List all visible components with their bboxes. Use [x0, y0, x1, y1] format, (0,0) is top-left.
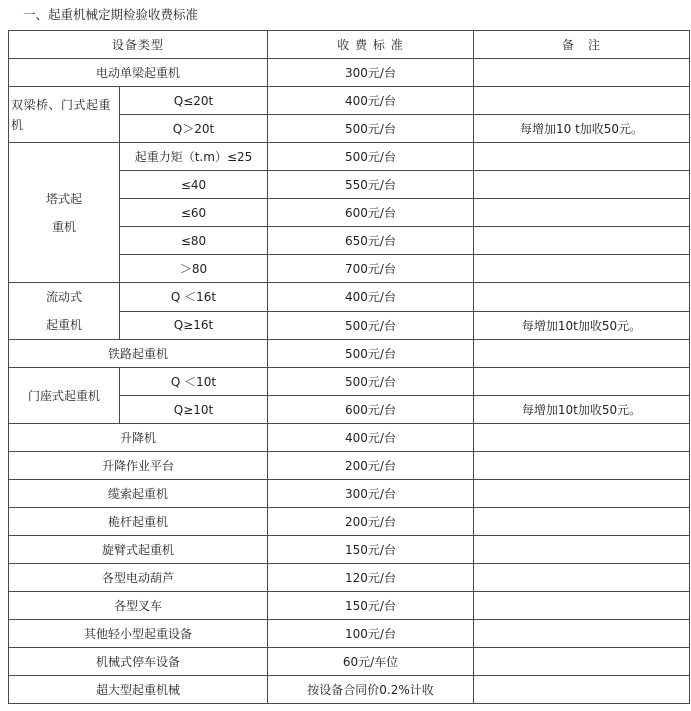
- subtype-cell: 起重力矩（t.m）≤25: [120, 143, 268, 171]
- subtype-cell: Q ＜10t: [120, 368, 268, 396]
- remark-cell: [474, 508, 690, 536]
- remark-cell: 每增加10t加收50元。: [474, 311, 690, 340]
- fee-cell: 300元/台: [268, 480, 474, 508]
- remark-cell: [474, 536, 690, 564]
- fee-cell: 120元/台: [268, 564, 474, 592]
- group-label-line: 起重机: [45, 318, 82, 332]
- table-header-row: [9, 31, 690, 59]
- equipment-type-cell: 各型电动葫芦: [9, 564, 268, 592]
- fee-cell: 600元/台: [268, 199, 474, 227]
- table-row: [9, 340, 690, 368]
- fee-cell: 300元/台: [268, 59, 474, 87]
- remark-cell: 每增加10 t加收50元。: [474, 115, 690, 143]
- equipment-type-cell: 铁路起重机: [9, 340, 268, 368]
- header-remarks: 备 注: [474, 31, 690, 59]
- fee-cell: 200元/台: [268, 508, 474, 536]
- equipment-type-cell: 电动单梁起重机: [9, 59, 268, 87]
- table-row: [9, 508, 690, 536]
- subtype-cell: Q≥10t: [120, 396, 268, 424]
- remark-cell: [474, 199, 690, 227]
- remark-cell: [474, 59, 690, 87]
- fee-cell: 按设备合同价0.2%计收: [268, 676, 474, 704]
- table-row: [9, 536, 690, 564]
- table-row: [9, 452, 690, 480]
- group-label-line: 重机: [51, 219, 76, 234]
- subtype-cell: ≤40: [120, 171, 268, 199]
- equipment-type-cell: 桅杆起重机: [9, 508, 268, 536]
- subtype-cell: ≤60: [120, 199, 268, 227]
- remark-cell: 每增加10t加收50元。: [474, 396, 690, 424]
- remark-cell: [474, 676, 690, 704]
- table-row: [9, 59, 690, 87]
- header-fee-standard: 收 费 标 准: [268, 31, 474, 59]
- remark-cell: [474, 452, 690, 480]
- equipment-type-cell: 缆索起重机: [9, 480, 268, 508]
- fee-cell: 400元/台: [268, 424, 474, 452]
- remark-cell: [474, 592, 690, 620]
- remark-cell: [474, 480, 690, 508]
- table-row: [9, 564, 690, 592]
- fee-cell: 150元/台: [268, 592, 474, 620]
- fee-standard-table: [8, 30, 690, 704]
- equipment-group-cell: [9, 143, 120, 283]
- group-label-line: 塔式起: [45, 191, 82, 206]
- equipment-type-cell: 各型叉车: [9, 592, 268, 620]
- subtype-cell: Q≥16t: [120, 311, 268, 340]
- fee-cell: 200元/台: [268, 452, 474, 480]
- table-row: [9, 87, 690, 115]
- table-row: [9, 283, 690, 312]
- fee-cell: 500元/台: [268, 143, 474, 171]
- fee-cell: 60元/车位: [268, 648, 474, 676]
- remark-cell: [474, 87, 690, 115]
- fee-cell: 400元/台: [268, 87, 474, 115]
- group-label-line: 流动式: [45, 290, 82, 304]
- remark-cell: [474, 648, 690, 676]
- equipment-group-cell: 门座式起重机: [9, 368, 120, 424]
- header-equipment-type: 设备类型: [9, 31, 268, 59]
- remark-cell: [474, 340, 690, 368]
- fee-cell: 500元/台: [268, 311, 474, 340]
- fee-cell: 550元/台: [268, 171, 474, 199]
- fee-cell: 500元/台: [268, 115, 474, 143]
- equipment-type-cell: 超大型起重机械: [9, 676, 268, 704]
- table-row: [9, 676, 690, 704]
- fee-cell: 150元/台: [268, 536, 474, 564]
- table-row: [9, 424, 690, 452]
- table-row: [9, 368, 690, 396]
- remark-cell: [474, 143, 690, 171]
- table-row: [9, 592, 690, 620]
- subtype-cell: Q＞20t: [120, 115, 268, 143]
- remark-cell: [474, 368, 690, 396]
- table-row: [9, 648, 690, 676]
- section-heading: 一、起重机械定期检验收费标准: [23, 7, 199, 22]
- fee-cell: 700元/台: [268, 255, 474, 283]
- subtype-cell: ＞80: [120, 255, 268, 283]
- table-row: [9, 620, 690, 648]
- equipment-type-cell: 旋臂式起重机: [9, 536, 268, 564]
- fee-cell: 500元/台: [268, 368, 474, 396]
- remark-cell: [474, 283, 690, 312]
- remark-cell: [474, 424, 690, 452]
- fee-cell: 500元/台: [268, 340, 474, 368]
- fee-cell: 650元/台: [268, 227, 474, 255]
- remark-cell: [474, 564, 690, 592]
- equipment-type-cell: 机械式停车设备: [9, 648, 268, 676]
- fee-cell: 600元/台: [268, 396, 474, 424]
- table-row: [9, 143, 690, 171]
- equipment-group-cell: 双梁桥、门式起重机: [9, 87, 120, 143]
- remark-cell: [474, 255, 690, 283]
- subtype-cell: Q ＜16t: [120, 283, 268, 312]
- equipment-group-cell: [9, 283, 120, 340]
- remark-cell: [474, 227, 690, 255]
- equipment-type-cell: 升降机: [9, 424, 268, 452]
- fee-cell: 100元/台: [268, 620, 474, 648]
- remark-cell: [474, 171, 690, 199]
- equipment-type-cell: 升降作业平台: [9, 452, 268, 480]
- subtype-cell: ≤80: [120, 227, 268, 255]
- subtype-cell: Q≤20t: [120, 87, 268, 115]
- table-row: [9, 480, 690, 508]
- fee-cell: 400元/台: [268, 283, 474, 312]
- remark-cell: [474, 620, 690, 648]
- equipment-type-cell: 其他轻小型起重设备: [9, 620, 268, 648]
